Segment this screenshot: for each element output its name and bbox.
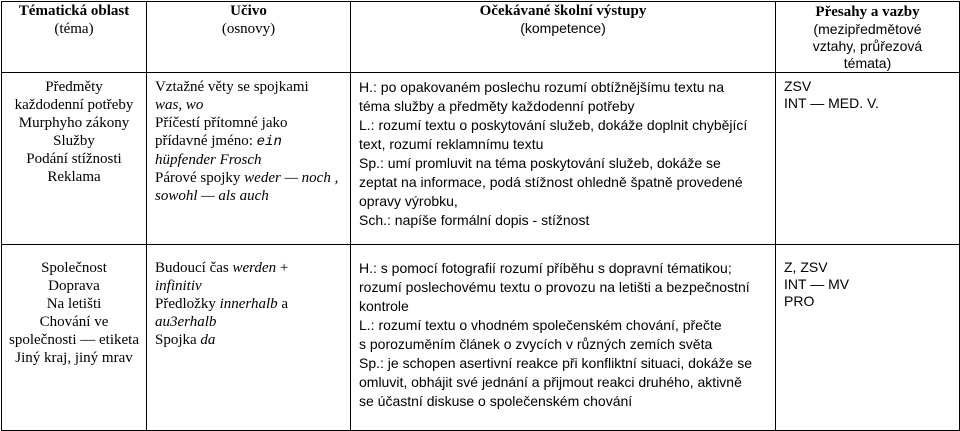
content-text: Předložky (155, 296, 220, 312)
content-line (155, 331, 342, 349)
content-line: au3erhalb (155, 314, 217, 330)
outcome-line: kontrole (359, 298, 409, 314)
header-links-sub-2: vztahy, průřezová (812, 38, 923, 54)
links-cell (776, 245, 960, 431)
content-line: infinitiv (155, 278, 202, 294)
topic-item: Murphyho zákony (18, 115, 130, 131)
outcome-line: rozumí poslechovému textu o provozu na letišti a bezpečnostní (359, 279, 750, 295)
outcome-line: Sp.: je schopen asertivní reakce při konfliktní situaci, dokáže se (359, 355, 752, 371)
content-line: Vztažné věty se spojkami (155, 79, 309, 95)
outcome-line: H.: po opakovaném poslechu rozumí obtížnějšímu textu na (359, 79, 724, 95)
content-text: a (277, 296, 289, 312)
header-outcomes-title: Očekávané školní výstupy (479, 3, 647, 19)
content-example: werden (232, 260, 277, 276)
topic-item: Služby (53, 133, 95, 149)
content-line: sowohl — als auch (155, 188, 269, 204)
table-row (2, 73, 960, 245)
topic-item: Doprava (48, 278, 100, 294)
topic-item: Chování ve (39, 314, 109, 330)
content-example: ein (256, 134, 282, 150)
header-topic-sub: (téma) (54, 21, 94, 37)
topic-item: Společnost (41, 260, 107, 276)
content-line (155, 169, 342, 187)
header-content-title: Učivo (230, 3, 267, 19)
header-row (2, 2, 960, 73)
content-text: přídavné jméno: (155, 133, 257, 149)
outcome-line: text, rozumí reklamnímu textu (359, 136, 544, 152)
header-links-title: Přesahy a vazby (815, 4, 920, 20)
content-text: Párové spojky (155, 170, 245, 186)
outcome-line: se účastní diskuse o společenském chování (359, 393, 633, 409)
content-text: Budoucí čas (155, 260, 233, 276)
link-item: INT — MED. V. (784, 95, 879, 111)
content-example: innerhalb (219, 296, 278, 312)
header-content (147, 2, 351, 73)
topic-item: Předměty (45, 79, 103, 95)
content-example: da (200, 332, 216, 348)
topic-item: každodenní potřeby (14, 97, 134, 113)
topic-item: Jiný kraj, jiný mrav (15, 350, 133, 366)
outcome-line: Sp.: umí promluvit na téma poskytování služeb, dokáže se (359, 155, 721, 171)
topics-cell (2, 245, 147, 431)
header-links-sub-3: témata) (843, 55, 892, 71)
content-line: hüpfender Frosch (155, 152, 262, 168)
topic-item: Na letišti (46, 296, 102, 312)
outcome-line: Sch.: napíše formální dopis - stížnost (359, 212, 590, 228)
header-outcomes (351, 2, 776, 73)
header-content-sub: (osnovy) (221, 21, 276, 37)
outcome-line: H.: s pomocí fotografií rozumí příběhu s dopravní tématikou; (359, 260, 732, 276)
topic-item: Reklama (47, 169, 101, 185)
topic-item: Podání stížnosti (26, 151, 122, 167)
outcomes-cell (351, 245, 776, 431)
outcome-line: opravy výrobku, (359, 193, 458, 209)
header-links (776, 2, 960, 73)
content-cell (147, 245, 351, 431)
link-item: ZSV (784, 78, 812, 94)
topics-cell (2, 73, 147, 245)
links-cell (776, 73, 960, 245)
content-line (155, 132, 342, 151)
content-example: weder — noch , (244, 170, 339, 186)
outcome-line: s porozuměním článek o zvycích v různých zemích světa (359, 336, 713, 352)
topic-item: společnosti — etiketa (9, 332, 139, 348)
content-line (155, 295, 342, 313)
outcome-line: zeptat na informace, podá stížnost ohledně špatně provedené (359, 174, 743, 190)
outcome-line: L.: rozumí textu o vhodném společenském chování, přečte (359, 317, 722, 333)
header-links-sub-1: (mezipředmětové (813, 21, 922, 37)
content-line (155, 259, 342, 277)
link-item: PRO (784, 293, 815, 309)
table-row (2, 245, 960, 431)
content-cell (147, 73, 351, 245)
outcome-line: L.: rozumí textu o poskytování služeb, dokáže doplnit chybějící (359, 117, 748, 133)
content-line: was, wo (155, 97, 204, 113)
link-item: Z, ZSV (784, 259, 828, 275)
content-text: Spojka (155, 332, 201, 348)
header-topic-title: Tématická oblast (18, 3, 130, 19)
outcomes-cell (351, 73, 776, 245)
content-line: Příčestí přítomné jako (155, 115, 288, 131)
link-item: INT — MV (784, 276, 850, 292)
outcome-line: téma služby a předměty každodenní potřeby (359, 98, 635, 114)
outcome-line: omluvit, obhájit své jednání a přijmout reakci druhého, aktivně (359, 374, 742, 390)
curriculum-table (1, 1, 960, 431)
header-topic (2, 2, 147, 73)
header-outcomes-sub: (kompetence) (520, 20, 606, 36)
content-text: + (276, 260, 289, 276)
